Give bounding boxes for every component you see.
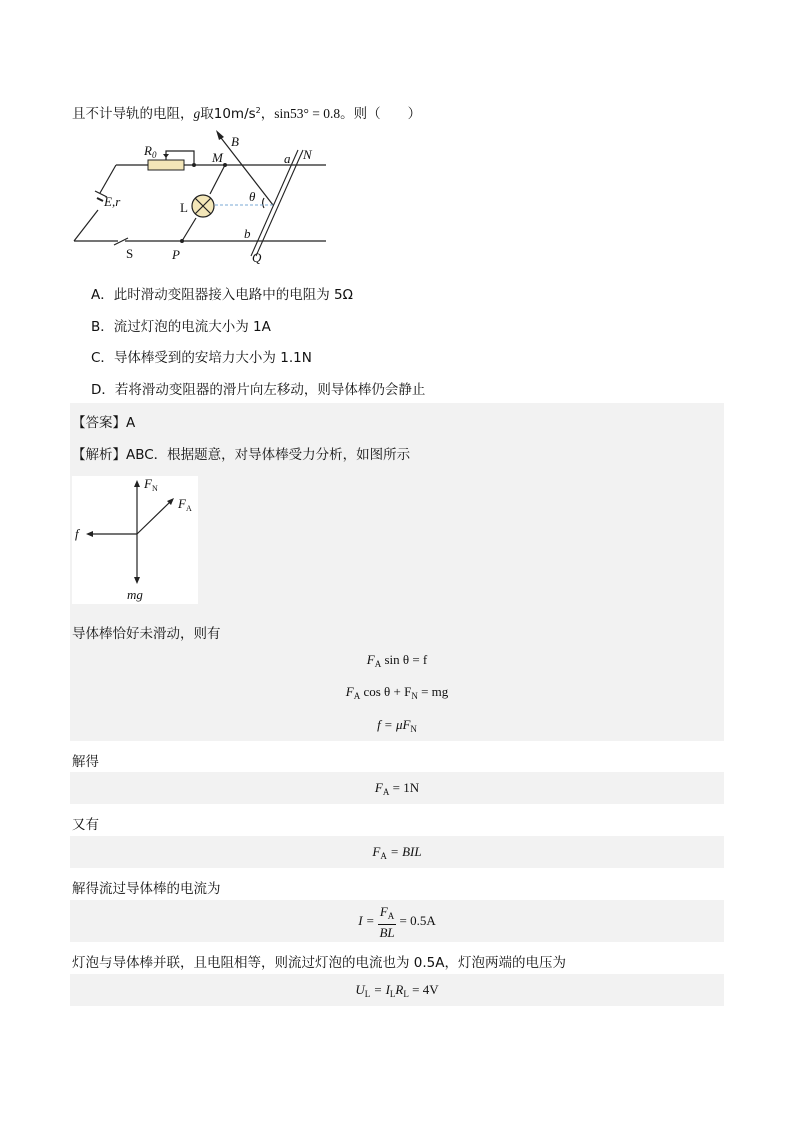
text-2: 解得 — [72, 754, 99, 770]
analysis-line: 【解析】ABC．根据题意，对导体棒受力分析，如图所示 — [72, 447, 411, 463]
label-m: M — [212, 150, 223, 165]
label-b-point: b — [244, 226, 251, 241]
label-er: E,r — [104, 194, 121, 209]
text-5: 灯泡与导体棒并联，且电阻相等，则流过灯泡的电流也为 0.5A，灯泡两端的电压为 — [72, 955, 566, 971]
force-diagram — [72, 476, 198, 604]
label-mg: mg — [127, 587, 143, 602]
intro-prefix: 且不计导轨的电阻， — [72, 106, 194, 122]
answer-line: 【答案】A — [72, 415, 136, 431]
g-symbol: g — [193, 106, 201, 121]
option-b: B．流过灯泡的电流大小为 1A — [91, 319, 271, 335]
text-3: 又有 — [72, 817, 99, 833]
g-text: 取10m/s — [200, 106, 256, 122]
label-n: N — [303, 147, 312, 162]
label-fa: $F_A$ — [178, 496, 192, 513]
label-r0: $R_0$ — [144, 143, 157, 160]
equation-1: $F_A$ sin θ = f — [366, 652, 428, 669]
label-s: S — [126, 246, 134, 261]
label-a: a — [284, 151, 291, 166]
fraction: $\frac{F_A}{BL}$ — [379, 904, 395, 940]
label-p: P — [172, 247, 180, 262]
label-q: Q — [252, 250, 262, 265]
text-4: 解得流过导体棒的电流为 — [72, 881, 221, 897]
g-exponent: 2 — [255, 106, 261, 115]
equation-2: $F_A$ $\cos \theta + F_N$ = mg — [345, 684, 449, 701]
label-lamp: L — [180, 200, 188, 215]
equation-7: $U_L = I_LR_L = 4V$ — [355, 982, 439, 999]
option-d: D．若将滑动变阻器的滑片向左移动，则导体棒仍会静止 — [91, 382, 426, 398]
equation-4: $F_A = 1N$ — [374, 780, 420, 797]
label-f: f — [75, 526, 79, 541]
circuit-diagram — [68, 128, 338, 268]
label-b-field: B — [231, 134, 239, 149]
text-1: 导体棒恰好未滑动，则有 — [72, 626, 221, 642]
equation-3: $f = \mu F_N$ — [377, 717, 417, 734]
equation-6: I = $\frac{F_A}{BL}$ = 0.5A — [358, 904, 436, 940]
intro-tail: 。则（ ） — [340, 106, 422, 122]
sin-text: ，sin53° = 0.8 — [260, 106, 341, 121]
option-a: A．此时滑动变阻器接入电路中的电阻为 5Ω — [91, 287, 353, 303]
label-theta: θ — [249, 189, 256, 204]
equation-5: $F_A$ = BIL — [372, 844, 422, 861]
option-c: C．导体棒受到的安培力大小为 1.1N — [91, 350, 312, 366]
label-fn: $F_N$ — [144, 476, 158, 493]
intro-line — [72, 102, 421, 122]
